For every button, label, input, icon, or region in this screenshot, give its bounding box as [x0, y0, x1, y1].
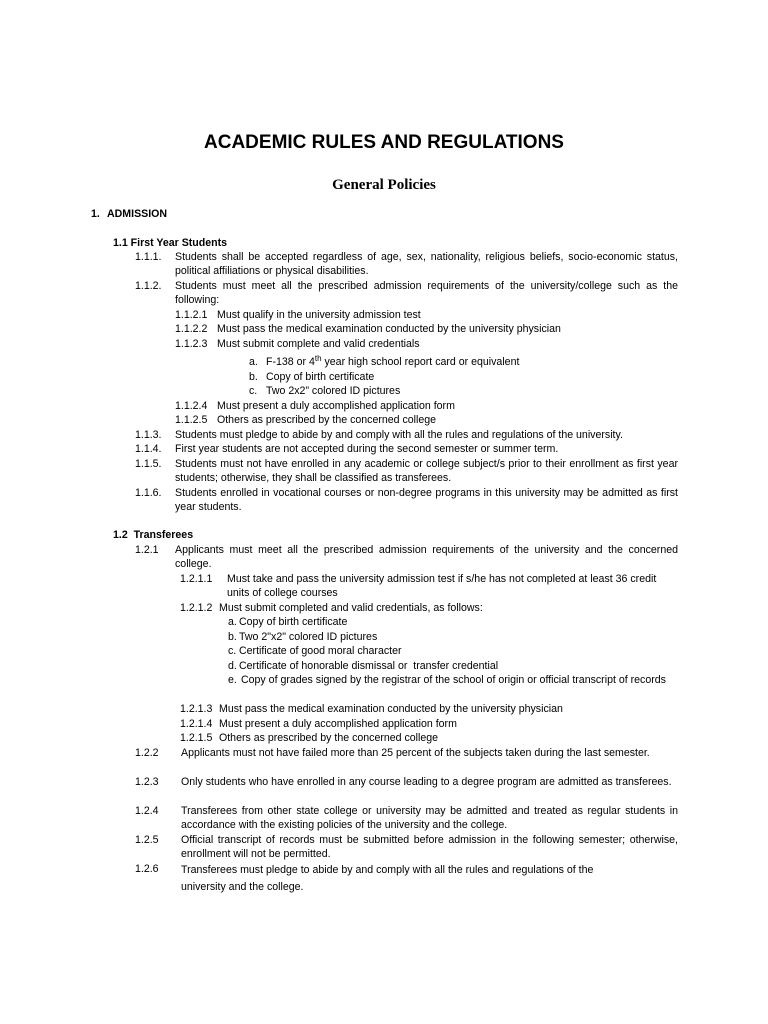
item-number: 1.1.6. — [135, 487, 162, 499]
item-number: 1.2.4 — [135, 805, 159, 817]
item-number: 1.1.2. — [135, 280, 162, 292]
subitem-number: 1.1.2.4 — [175, 400, 208, 412]
item-number: 1.1.1. — [135, 251, 162, 263]
item-number: 1.2.6 — [135, 863, 159, 875]
item-text: Only students who have enrolled in any course leading to a degree program are admitted as transferees. — [181, 776, 672, 788]
item-number: 1.1.5. — [135, 458, 162, 470]
subitem-text: Others as prescribed by the concerned college — [219, 732, 439, 744]
credential-text: Two 2x2” colored ID pictures — [266, 385, 401, 397]
credential-text: F-138 or 4th year high school report card or equivalent — [266, 354, 520, 368]
subitem-number: 1.2.1.1 — [180, 573, 213, 585]
item-text: Students shall be accepted regardless of age, sex, nationality, religious beliefs, socio-economic status, political affiliations or physical disabilities. — [175, 251, 678, 277]
subitem-number: 1.1.2.5 — [175, 414, 208, 426]
item-number: 1.2.3 — [135, 776, 159, 788]
subsection-heading-first-year: 1.1 First Year Students — [113, 237, 228, 249]
subitem-text: Others as prescribed by the concerned college — [217, 414, 437, 426]
item-text: Official transcript of records must be submitted before admission in the following semester; otherwise, enrollment will not be permitted. — [181, 834, 678, 860]
credential-letter: c. — [228, 645, 237, 657]
credential-letter: b. — [228, 631, 237, 643]
credential-text: Certificate of honorable dismissal or transfer credential — [239, 660, 499, 672]
subitem-text: Must submit complete and valid credentials — [217, 338, 420, 350]
section-number: 1. — [91, 208, 100, 220]
item-text: Students must meet all the prescribed admission requirements of the university/college such as the following: — [175, 280, 678, 306]
subitem-text: Must qualify in the university admission test — [217, 309, 421, 321]
section-heading-admission: ADMISSION — [107, 208, 168, 220]
item-text: Applicants must meet all the prescribed admission requirements of the university and the concerned college. — [175, 544, 678, 570]
credential-letter: b. — [249, 371, 258, 383]
subitem-text: Must pass the medical examination conducted by the university physician — [217, 323, 561, 335]
document-title: ACADEMIC RULES AND REGULATIONS — [204, 132, 564, 153]
subitem-number: 1.1.2.3 — [175, 338, 208, 350]
subitem-number: 1.1.2.2 — [175, 323, 208, 335]
item-text: Applicants must not have failed more than 25 percent of the subjects taken during the last semester. — [181, 747, 650, 759]
item-number: 1.1.3. — [135, 429, 162, 441]
credential-letter: a. — [249, 356, 258, 368]
subitem-text: Must present a duly accomplished application form — [217, 400, 455, 412]
subitem-number: 1.2.1.4 — [180, 718, 213, 730]
subitem-text: Must take and pass the university admission test if s/he has not completed at least 36 credit units of college courses — [227, 573, 657, 599]
credential-text: Certificate of good moral character — [239, 645, 402, 657]
item-number: 1.2.2 — [135, 747, 159, 759]
subitem-text: Must present a duly accomplished application form — [219, 718, 457, 730]
credential-text: Copy of birth certificate — [239, 616, 348, 628]
subitem-number: 1.2.1.5 — [180, 732, 213, 744]
credential-text: Copy of birth certificate — [263, 371, 375, 383]
subitem-number: 1.1.2.1 — [175, 309, 208, 321]
credential-letter: a. — [228, 616, 237, 628]
item-number: 1.2.1 — [135, 544, 159, 556]
document-subtitle: General Policies — [332, 177, 436, 193]
item-text: Students enrolled in vocational courses or non-degree programs in this university may be admitted as first year students. — [175, 487, 678, 513]
item-text: First year students are not accepted during the second semester or summer term. — [175, 443, 559, 455]
subsection-heading-transferees: 1.2 Transferees — [113, 529, 194, 541]
credential-letter: c. — [249, 385, 258, 397]
subitem-text: Must submit completed and valid credentials, as follows: — [219, 602, 483, 614]
credential-text: Copy of grades signed by the registrar of the school of origin or official transcript of records — [241, 674, 666, 686]
credential-letter: e. — [228, 674, 237, 686]
item-text: Students must not have enrolled in any academic or college subject/s prior to their enrollment as first year students; otherwise, they shall be classified as transferees. — [175, 458, 678, 484]
item-text: Transferees must pledge to abide by and comply with all the rules and regulations of the university and the college. — [181, 864, 594, 893]
credential-letter: d. — [228, 660, 237, 672]
item-text: Students must pledge to abide by and comply with all the rules and regulations of the university. — [175, 429, 623, 441]
item-text: Transferees from other state college or university may be admitted and treated as regular students in accordance with the existing policies of the university and the college. — [181, 805, 678, 831]
item-number: 1.1.4. — [135, 443, 162, 455]
subitem-text: Must pass the medical examination conducted by the university physician — [219, 703, 563, 715]
subitem-number: 1.2.1.3 — [180, 703, 213, 715]
credential-text: Two 2"x2" colored ID pictures — [239, 631, 378, 643]
item-number: 1.2.5 — [135, 834, 159, 846]
subitem-number: 1.2.1.2 — [180, 602, 213, 614]
